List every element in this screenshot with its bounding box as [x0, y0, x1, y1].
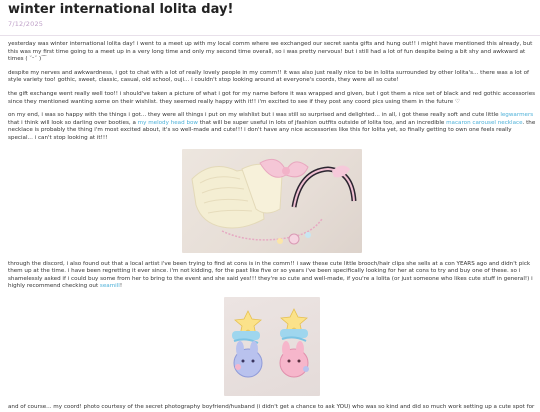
post-content[interactable] [8, 41, 536, 410]
text-span: that will be super useful in lots of jfashion outfits outside of lolita too, and an incredible [198, 119, 447, 126]
text-span: through the discord, i also found out that a local artist i've been trying to find at cons is in the comm!! i saw these cute little brooch/hair clips she sells at a con YEARS ago and didn't pick them up at the time. i have been regretting it ever since. i'm not kidding, for the past like five or so years i've been specifically looking for her at cons to try and buy one of these. so i shamelessly asked if i could buy some from her to bring to the event and she said yes!!! they're so cute and well-made, if you're a lolita (or just someone who likes cute stuff in general!) i highly recommend checking out [8, 260, 533, 290]
text-span: on my end, i was so happy with the things i got... they were all things i put on my wishlist but i was still so surprised and delighted... in all, i got these really soft and cute little [8, 112, 501, 119]
post-title: winter international lolita day! [8, 2, 234, 17]
paragraph-coord: and of course... my coord! photo courtesy of the secret photography boyfriend/husband (i didn't get a chance to ask YOU) who was so kind and did so much work setting up a cute spot for [8, 403, 535, 410]
text-span: . the necklace is probably the thing i'm most excited about, it's so well-made and cute!!! i don't have any nice accessories like this for lolita yet, so finally getting to own one feels really special... i can't stop looking at it!!! [8, 119, 536, 141]
gifts-photo-illustration [182, 149, 362, 253]
paragraph-gifts-received [8, 112, 536, 142]
link-legwarmers[interactable]: legwarmers [500, 112, 534, 119]
content-scrollbar[interactable] [536, 41, 540, 405]
text-span: ! [119, 283, 123, 290]
paragraph-people: despite my nerves and awkwardness, i got to chat with a lot of really lovely people in my comm!! it was also just really nice to be in lolita surrounded by other lolita's... there was a lot of style variety too! gothic, sweet, classic, casual, old school, ouji... i couldn't stop looking around at everyone's coords, they were all so cute! [8, 69, 529, 84]
text-span: that i think will look so darling over booties, a [8, 119, 138, 126]
post-header [0, 0, 540, 34]
link-seamill[interactable]: seamill [99, 283, 120, 290]
link-macaron-carousel-necklace[interactable]: macaron carousel necklace [446, 119, 523, 126]
gifts-photo [182, 149, 362, 253]
post-date: 7/12/2025 [8, 20, 44, 28]
header-divider [0, 35, 540, 36]
brooch-clips-photo [224, 297, 320, 396]
paragraph-intro: yesterday was winter international lolita day! i went to a meet up with my local comm where we exchanged our secret santa gifts and hung out!! i might have mentioned this already, but this was my first time going to a meet up in a very long time and only my second time overall, so i was pretty nervous! but i still had a lot of fun despite being a bit shy and awkward at times ( ˘ᵕ˘ )⌒ [8, 41, 533, 63]
link-my-melody-head-bow[interactable]: my melody head bow [137, 119, 198, 126]
paragraph-local-artist [8, 261, 536, 291]
paragraph-gift-exchange: the gift exchange went really well too!! i should've taken a picture of what i got for my name before it was wrapped and given, but i got them a nice set of black and red gothic accessories since they mentioned wanting some on their wishlist. they seemed really happy with it!! i'm excited to see if they post any coord pics using them in the future ♡ [8, 90, 536, 105]
brooch-clips-illustration [224, 297, 320, 396]
